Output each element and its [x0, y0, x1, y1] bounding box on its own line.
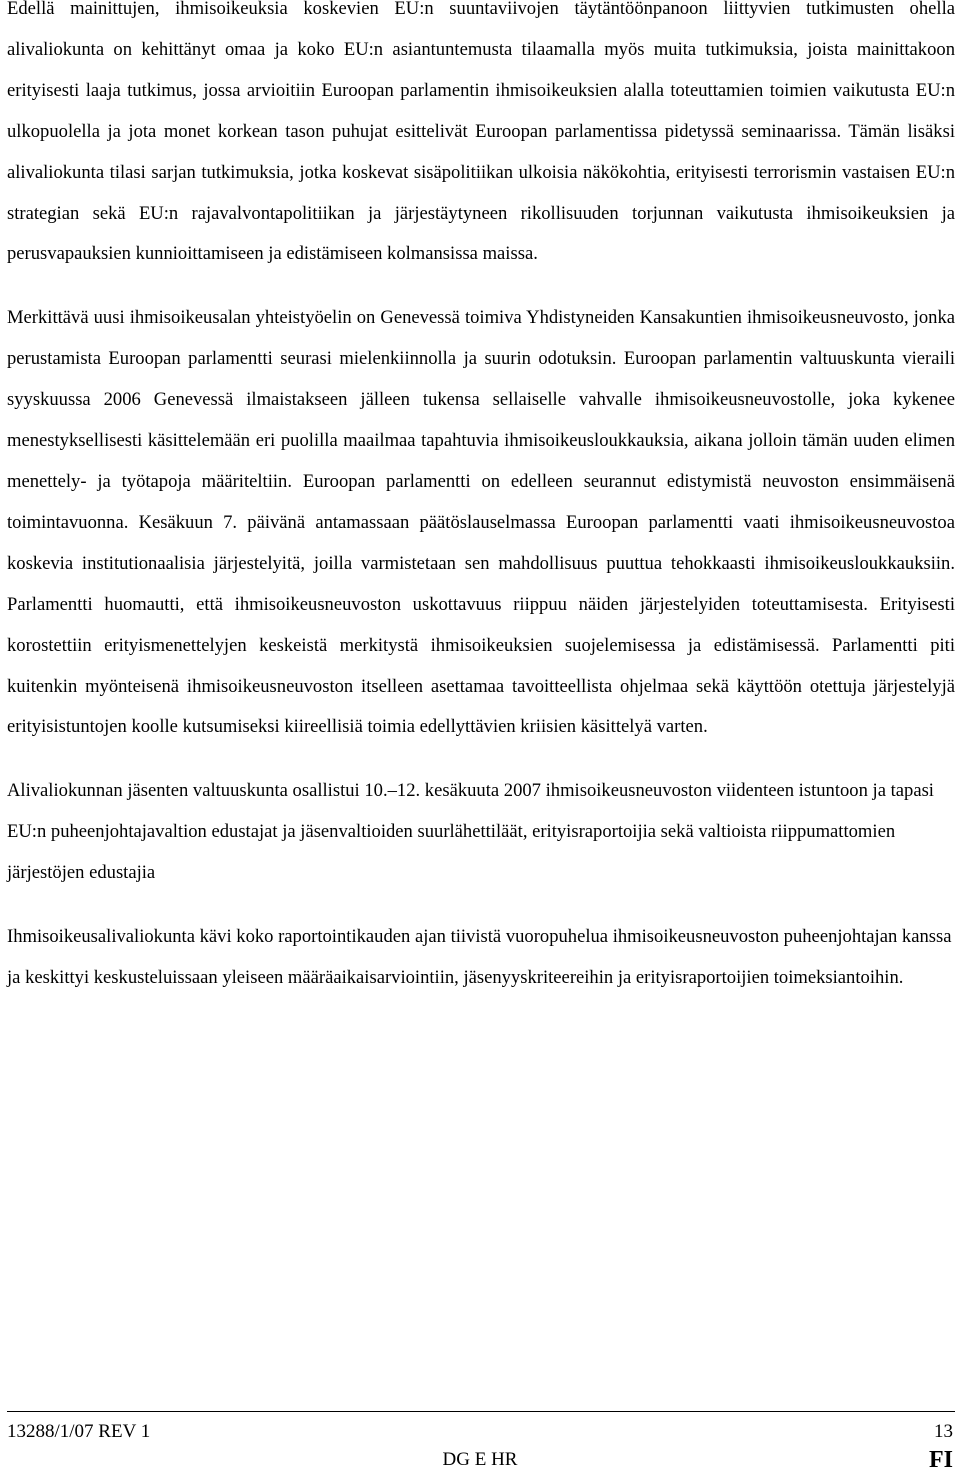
- paragraph-delegation-visit: Alivaliokunnan jäsenten valtuuskunta osallistui 10.–12. kesäkuuta 2007 ihmisoikeusneuvoston viidenteen istuntoon ja tapasi EU:n puheenjohtajavaltion edustajat ja jäsenvaltioiden suurlähettiläät, erityisraportoijia sekä valtioista riippumattomien järjestöjen edustajia: [7, 780, 934, 884]
- page-number: 13: [934, 1421, 953, 1442]
- language-code: FI: [929, 1447, 953, 1473]
- paragraph-studies: Edellä mainittujen, ihmisoikeuksia koskevien EU:n suuntaviivojen täytäntöönpanoon liittyvien tutkimusten ohella alivaliokunta on kehittänyt omaa ja koko EU:n asiantuntemusta tilaamalla myös muita tutkimuksia, joista mainittakoon erityisesti laaja tutkimus, jossa arvioitiin Euroopan parlamentin ihmisoikeuksien alalla toteuttamien toimien vaikutusta EU:n ulkopuolella ja jota monet korkean tason puhujat esittelivät Euroopan parlamentissa pidetyssä seminaarissa. Tämän lisäksi alivaliokunta tilasi sarjan tutkimuksia, jotka koskevat sisäpolitiikan ulkoisia näkökohtia, erityisesti terrorismin vastaisen EU:n strategian sekä EU:n rajavalvontapolitiikan ja järjestäytyneen rikollisuuden torjunnan vaikutusta ihmisoikeuksien ja perusvapauksien kunnioittamiseen ja edistämiseen kolmansissa maissa.: [7, 0, 955, 265]
- document-body: [7, 0, 955, 1022]
- directorate-code: DG E HR: [442, 1449, 518, 1470]
- paragraph-human-rights-council: Merkittävä uusi ihmisoikeusalan yhteistyöelin on Genevessä toimiva Yhdistyneiden Kansakuntien ihmisoikeusneuvosto, jonka perustamista Euroopan parlamentti seurasi mielenkiinnolla ja suurin odotuksin. Euroopan parlamentin valtuuskunta vieraili syyskuussa 2006 Genevessä ilmaistakseen jälleen tukensa sellaiselle vahvalle ihmisoikeusneuvostolle, joka kykenee menestyksellisesti käsittelemään eri puolilla maailmaa tapahtuvia ihmisoikeusloukkauksia, aikana jolloin tämän uuden elimen menettely- ja työtapoja määriteltiin. Euroopan parlamentti on edelleen seurannut edistymistä neuvoston ensimmäisenä toimintavuonna. Kesäkuun 7. päivänä antamassaan päätöslauselmassa Euroopan parlamentti vaati ihmisoikeusneuvostoa koskevia institutionaalisia järjestelyitä, joilla varmistetaan sen mahdollisuus puuttua tehokkaasti ihmisoikeusloukkauksiin. Parlamentti huomautti, että ihmisoikeusneuvoston uskottavuus riippuu näiden järjestelyiden toteuttamisesta. Erityisesti korostettiin erityismenettelyjen keskeistä merkitystä ihmisoikeuksien suojelemisessa ja edistämisessä. Parlamentti piti kuitenkin myönteisenä ihmisoikeusneuvoston itselleen asettamaa tavoitteellista ohjelmaa sekä käyttöön otettuja järjestelyjä erityisistuntojen koolle kutsumiseksi kiireellisiä toimia edellyttävien kriisien käsittelyä varten.: [7, 307, 955, 738]
- document-reference: 13288/1/07 REV 1: [7, 1421, 151, 1442]
- footer-divider: [7, 1411, 955, 1412]
- paragraph-dialogue: Ihmisoikeusalivaliokunta kävi koko raportointikauden ajan tiivistä vuoropuhelua ihmisoikeusneuvoston puheenjohtajan kanssa ja keskittyi keskusteluissaan yleiseen määräaikaisarviointiin, jäsenyyskriteereihin ja erityisraportoijien toimeksiantoihin.: [7, 926, 952, 988]
